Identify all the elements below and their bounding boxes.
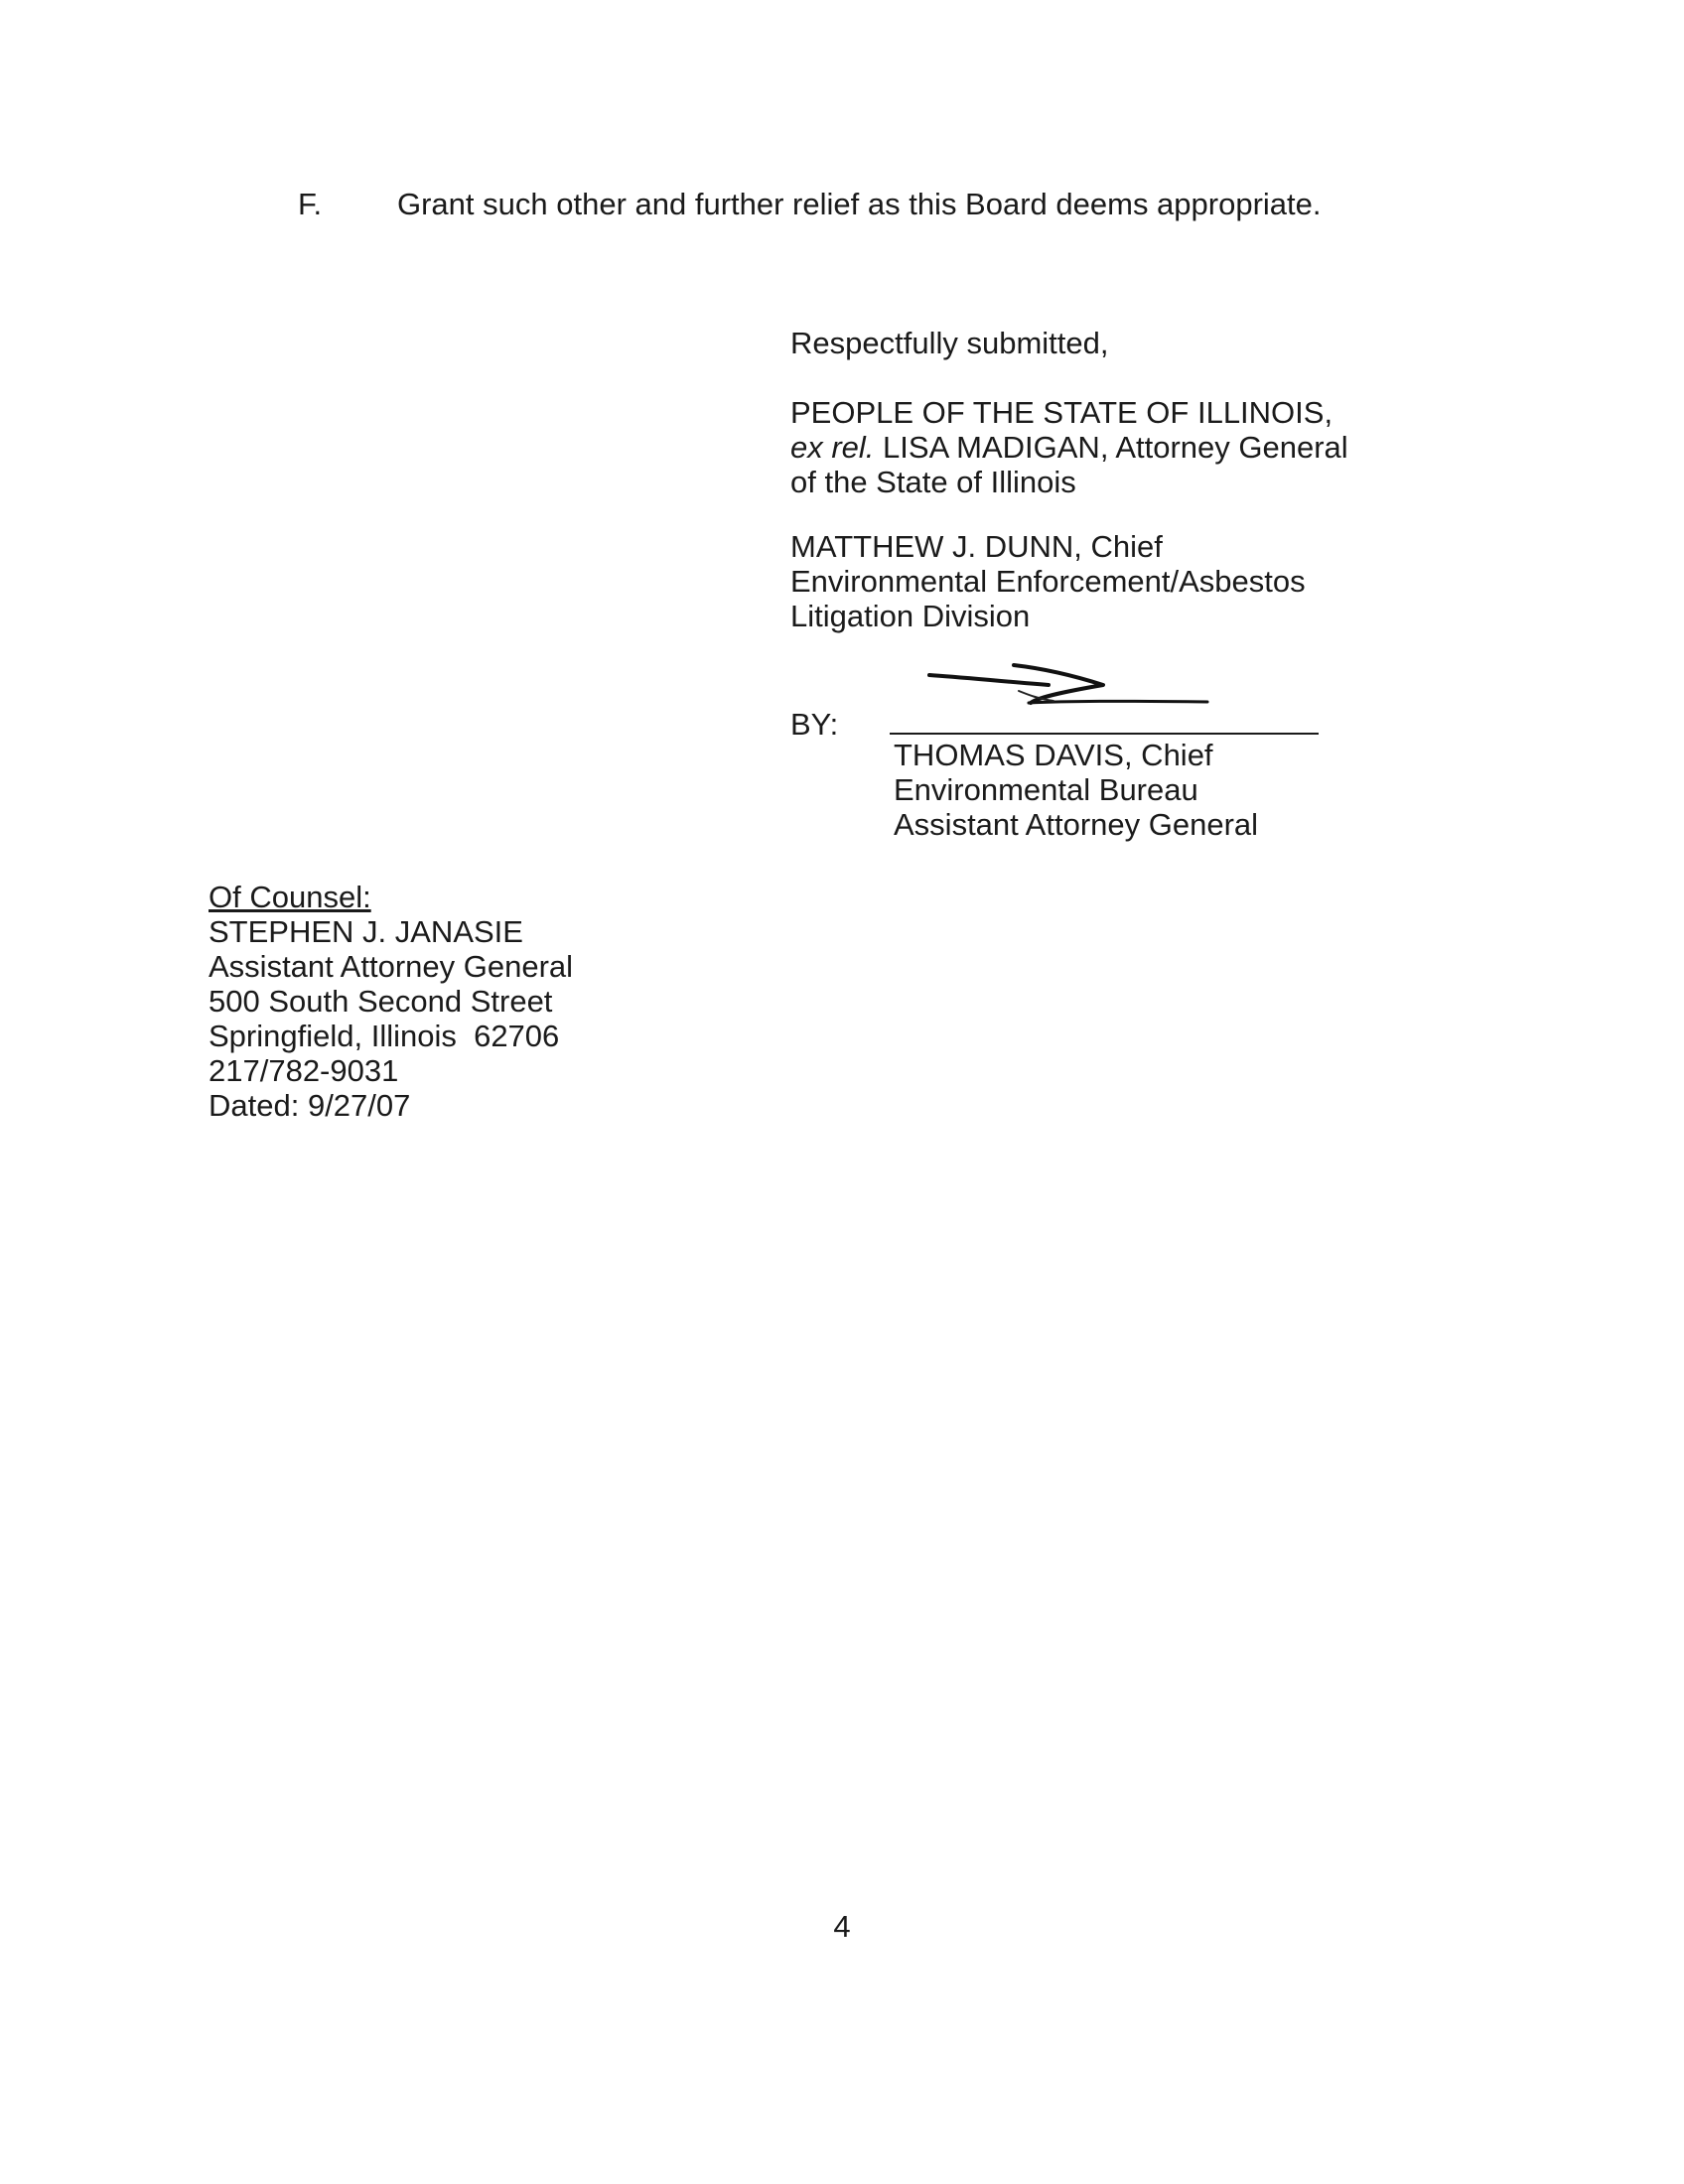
counsel-phone: 217/782-9031: [209, 1053, 399, 1088]
people-line-2-rest: LISA MADIGAN, Attorney General: [874, 430, 1348, 465]
closing-salutation: Respectfully submitted,: [790, 326, 1109, 360]
people-line-2: [790, 430, 1348, 465]
people-block: [790, 395, 1348, 499]
signer-line-3: Assistant Attorney General: [894, 807, 1259, 842]
counsel-dated: Dated: 9/27/07: [209, 1088, 411, 1123]
of-counsel-heading: Of Counsel:: [209, 880, 371, 914]
of-counsel-block: [209, 880, 573, 1123]
counsel-title: Assistant Attorney General: [209, 949, 574, 984]
counsel-address-2: Springfield, Illinois 62706: [209, 1019, 560, 1053]
signature-area: [890, 655, 1319, 735]
signer-name: THOMAS DAVIS, Chief: [894, 738, 1213, 772]
dunn-line-2: Environmental Enforcement/Asbestos: [790, 564, 1306, 599]
signer-block: [894, 738, 1258, 842]
people-line-1: PEOPLE OF THE STATE OF ILLINOIS,: [790, 395, 1333, 430]
handwritten-signature: [919, 655, 1217, 725]
by-label: BY:: [790, 707, 839, 742]
relief-item-text: Grant such other and further relief as this Board deems appropriate.: [397, 187, 1322, 221]
relief-item-letter: F.: [298, 187, 323, 221]
dunn-block: [790, 529, 1306, 633]
people-line-3: of the State of Illinois: [790, 465, 1076, 499]
counsel-name: STEPHEN J. JANASIE: [209, 914, 523, 949]
signature-line: [890, 733, 1319, 735]
dunn-line-3: Litigation Division: [790, 599, 1031, 633]
page-number: 4: [833, 1909, 851, 1944]
signer-line-2: Environmental Bureau: [894, 772, 1198, 807]
ex-rel-italic: ex rel.: [790, 430, 875, 465]
counsel-address-1: 500 South Second Street: [209, 984, 553, 1019]
dunn-line-1: MATTHEW J. DUNN, Chief: [790, 529, 1163, 564]
